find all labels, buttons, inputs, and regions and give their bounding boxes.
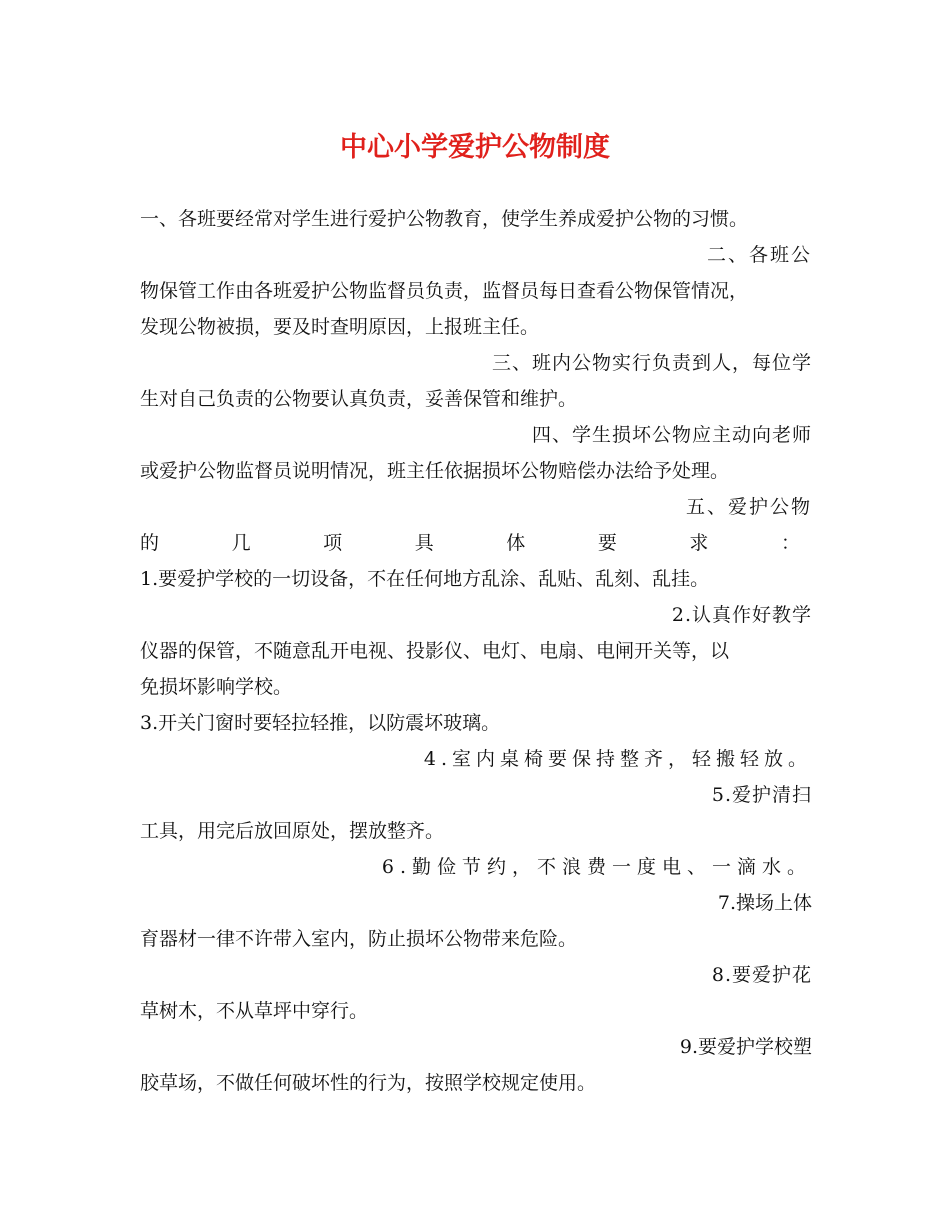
body-line: 三、班内公物实行负责到人，每位学 [491,352,812,374]
spread-char: 的 [140,532,160,554]
body-line: 工具，用完后放回原处，摆放整齐。 [140,820,445,842]
body-line: 育器材一律不许带入室内，防止损坏公物带来危险。 [140,928,578,950]
body-line: 9.要爱护学校塑 [679,1036,812,1058]
body-line: 一、各班要经常对学生进行爱护公物教育，使学生养成爱护公物的习惯。 [140,208,749,230]
body-line: 7.操场上体 [717,892,812,914]
body-line: 二、各班公 [706,244,812,266]
body-line: 四、学生损坏公物应主动向老师 [531,424,812,446]
body-line: 免损坏影响学校。 [140,676,293,698]
spread-char: 几 [231,532,251,554]
spread-char: ： [780,532,800,554]
body-line: 6.勤俭节约，不浪费一度电、一滴水。 [381,856,812,878]
spread-line [140,529,800,557]
spread-char: 要 [597,532,617,554]
body-line: 发现公物被损，要及时查明原因，上报班主任。 [140,316,540,338]
spread-char: 具 [414,532,434,554]
document-title: 中心小学爱护公物制度 [340,132,610,163]
spread-char: 求 [689,532,709,554]
body-line: 8.要爱护花 [711,964,812,986]
body-line: 1.要爱护学校的一切设备，不在任何地方乱涂、乱贴、乱刻、乱挂。 [140,568,710,590]
body-line: 物保管工作由各班爱护公物监督员负责，监督员每日查看公物保管情况， [140,280,749,302]
body-line: 胶草场，不做任何破坏性的行为，按照学校规定使用。 [140,1072,597,1094]
spread-char: 体 [506,532,526,554]
body-line: 生对自己负责的公物要认真负责，妥善保管和维护。 [140,388,578,410]
body-line: 或爱护公物监督员说明情况，班主任依据损坏公物赔偿办法给予处理。 [140,460,730,482]
body-line: 仪器的保管，不随意乱开电视、投影仪、电灯、电扇、电闸开关等，以 [140,640,730,662]
body-line: 5.爱护清扫 [711,784,812,806]
body-line: 4.室内桌椅要保持整齐，轻搬轻放。 [423,748,812,770]
spread-char: 项 [323,532,343,554]
body-line: 五、爱护公物 [685,496,812,518]
body-line: 3.开关门窗时要轻拉轻推，以防震坏玻璃。 [140,712,501,734]
body-line: 2.认真作好教学 [671,604,812,626]
body-line: 草树木，不从草坪中穿行。 [140,1000,369,1022]
